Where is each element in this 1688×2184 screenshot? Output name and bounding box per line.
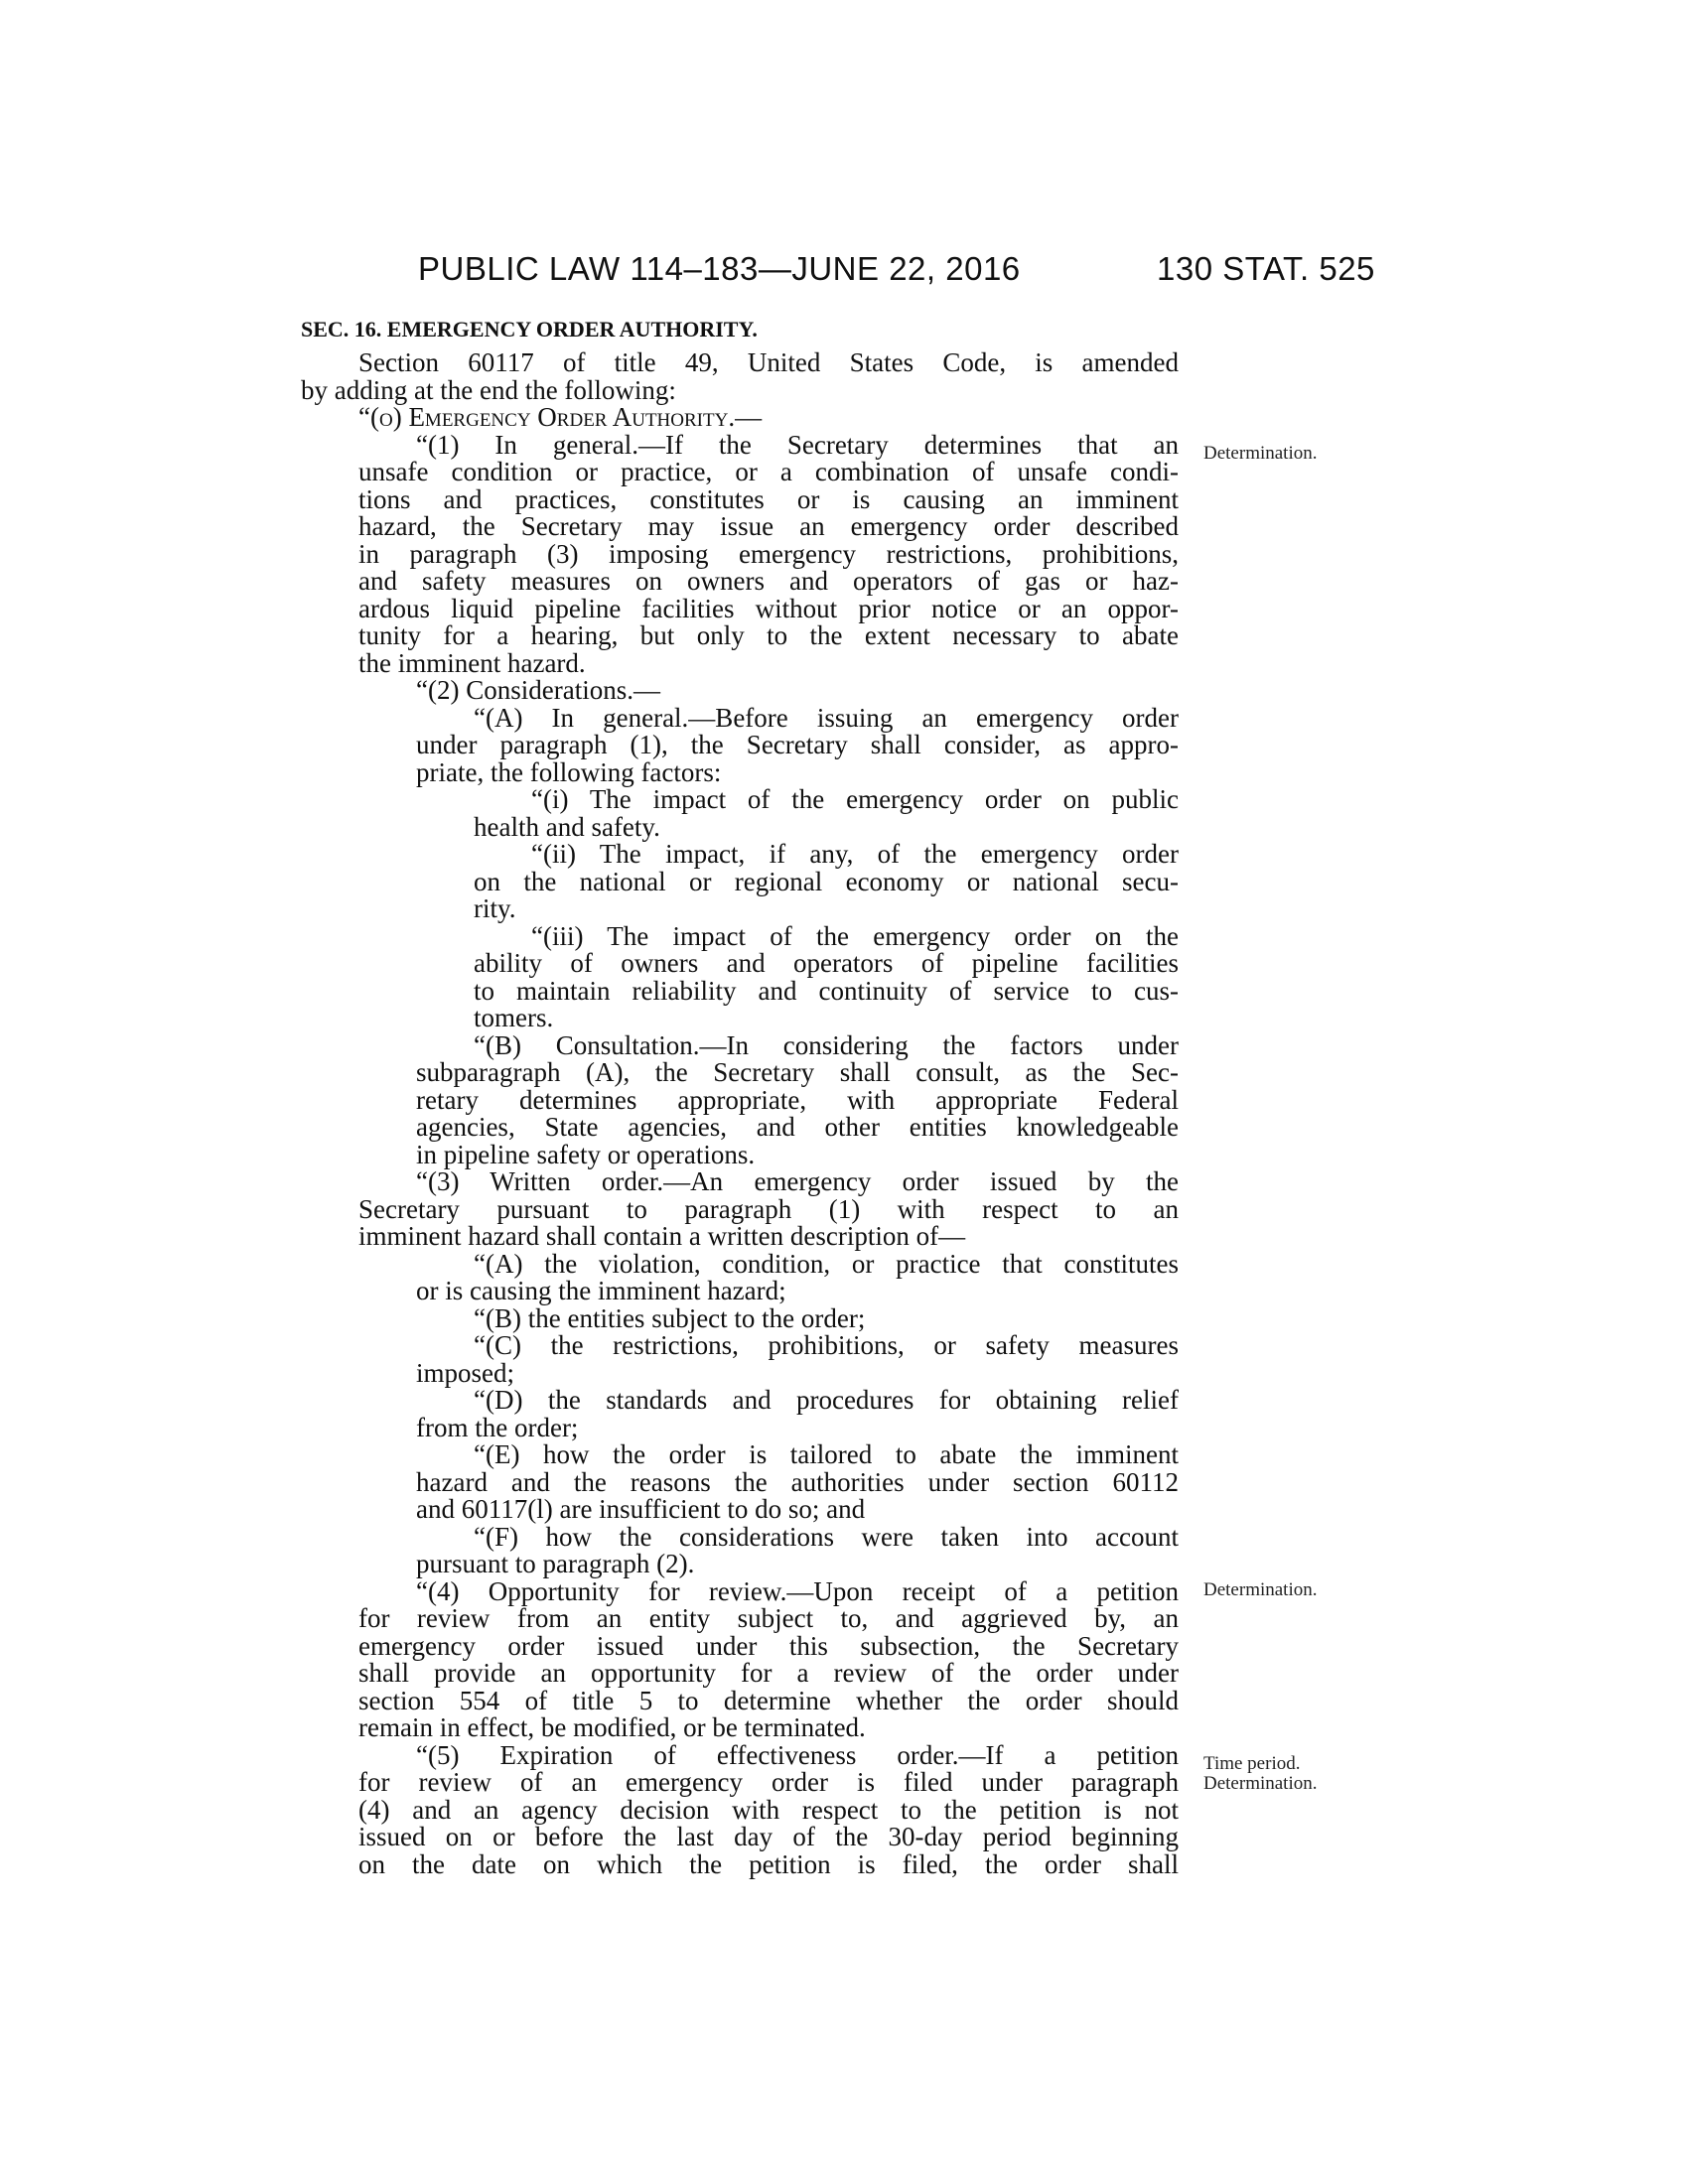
text-line: “(F) how the considerations were taken into account — [474, 1521, 1179, 1552]
text-line: “(iii) The impact of the emergency order on the — [531, 920, 1179, 951]
margin-note-determination: Determination. — [1203, 1773, 1318, 1794]
text-line: under paragraph (1), the Secretary shall consider, as appro- — [416, 730, 1179, 759]
text-line: hazard and the reasons the authorities under section 60112 — [416, 1466, 1179, 1497]
text-line: “(o) Emergency Order Authority.— — [358, 402, 763, 432]
text-line: Section 60117 of title 49, United States Code, is amended — [358, 347, 1179, 377]
text-line: “(B) the entities subject to the order; — [474, 1302, 866, 1333]
text-line: retary determines appropriate, with appropriate Federal — [416, 1084, 1179, 1115]
text-line: “(A) In general.—Before issuing an emergency order — [474, 702, 1179, 733]
text-line: “(1) In general.—If the Secretary determines that an — [416, 429, 1179, 460]
text-line: health and safety. — [474, 811, 660, 842]
margin-note-time-period: Time period. — [1203, 1753, 1301, 1774]
text-line: for review from an entity subject to, and aggrieved by, an — [358, 1603, 1179, 1633]
text-line: “(B) Consultation.—In considering the factors under — [474, 1029, 1179, 1060]
text-line: emergency order issued under this subsection, the Secretary — [358, 1630, 1179, 1661]
text-line: “(4) Opportunity for review.—Upon receipt of a petition — [416, 1575, 1179, 1606]
text-line: “(2) Considerations.— — [416, 675, 660, 705]
text-line: for review of an emergency order is filed under paragraph — [358, 1767, 1179, 1797]
text-line: “(C) the restrictions, prohibitions, or safety measures — [474, 1330, 1179, 1360]
text-line: or is causing the imminent hazard; — [416, 1276, 786, 1305]
text-line: tomers. — [474, 1003, 554, 1032]
text-line: on the national or regional economy or national secu- — [474, 866, 1179, 896]
text-line: “(A) the violation, condition, or practice that constitutes — [474, 1248, 1179, 1279]
law-title: PUBLIC LAW 114–183—JUNE 22, 2016 — [418, 250, 1021, 287]
text-line: from the order; — [416, 1412, 579, 1442]
text-line: hazard, the Secretary may issue an emergency order described — [358, 511, 1179, 541]
text-line: in paragraph (3) imposing emergency restrictions, prohibitions, — [358, 538, 1179, 569]
text-line: (4) and an agency decision with respect to the petition is not — [358, 1794, 1179, 1825]
text-line: “(5) Expiration of effectiveness order.—If a petition — [416, 1739, 1179, 1770]
text-line: on the date on which the petition is filed, the order shall — [358, 1848, 1179, 1879]
text-line: in pipeline safety or operations. — [416, 1139, 756, 1169]
text-line: tions and practices, constitutes or is causing an imminent — [358, 483, 1179, 514]
text-line: “(D) the standards and procedures for obtaining relief — [474, 1385, 1179, 1415]
text-line: “(i) The impact of the emergency order on public — [531, 784, 1179, 814]
text-line: ability of owners and operators of pipeline facilities — [474, 948, 1179, 978]
text-line: section 554 of title 5 to determine whether the order should — [358, 1685, 1179, 1715]
stat-page-number: 130 STAT. 525 — [1157, 250, 1375, 287]
text-line: tunity for a hearing, but only to the extent necessary to abate — [358, 620, 1179, 650]
text-line: priate, the following factors: — [416, 756, 722, 787]
margin-note-determination: Determination. — [1203, 443, 1318, 464]
section-body — [301, 349, 1179, 1878]
text-line: ardous liquid pipeline facilities without prior notice or an oppor- — [358, 593, 1179, 623]
text-line: subparagraph (A), the Secretary shall consult, as the Sec- — [416, 1057, 1179, 1087]
margin-note-determination: Determination. — [1203, 1579, 1318, 1600]
text-line: remain in effect, be modified, or be terminated. — [358, 1712, 866, 1742]
text-line: agencies, State agencies, and other entities knowledgeable — [416, 1112, 1179, 1142]
text-line: “(3) Written order.—An emergency order issued by the — [416, 1166, 1179, 1196]
section-heading: SEC. 16. EMERGENCY ORDER AUTHORITY. — [301, 317, 758, 341]
page-header — [0, 250, 1688, 290]
text-line: and 60117(l) are insufficient to do so; and — [416, 1494, 866, 1524]
text-line: rity. — [474, 893, 516, 923]
text-line: “(E) how the order is tailored to abate the imminent — [474, 1439, 1179, 1469]
text-line: by adding at the end the following: — [301, 374, 676, 405]
text-line: the imminent hazard. — [358, 647, 586, 678]
text-line: “(ii) The impact, if any, of the emergency order — [531, 839, 1179, 869]
text-line: imposed; — [416, 1357, 514, 1388]
text-line: unsafe condition or practice, or a combination of unsafe condi- — [358, 457, 1179, 486]
text-line: and safety measures on owners and operators of gas or haz- — [358, 566, 1179, 596]
text-line: imminent hazard shall contain a written description of— — [358, 1221, 966, 1251]
text-line: to maintain reliability and continuity of service to cus- — [474, 975, 1179, 1006]
text-line: Secretary pursuant to paragraph (1) with respect to an — [358, 1193, 1179, 1224]
text-line: issued on or before the last day of the 30-day period beginning — [358, 1822, 1179, 1851]
text-line: pursuant to paragraph (2). — [416, 1549, 695, 1578]
text-line: shall provide an opportunity for a review of the order under — [358, 1658, 1179, 1688]
